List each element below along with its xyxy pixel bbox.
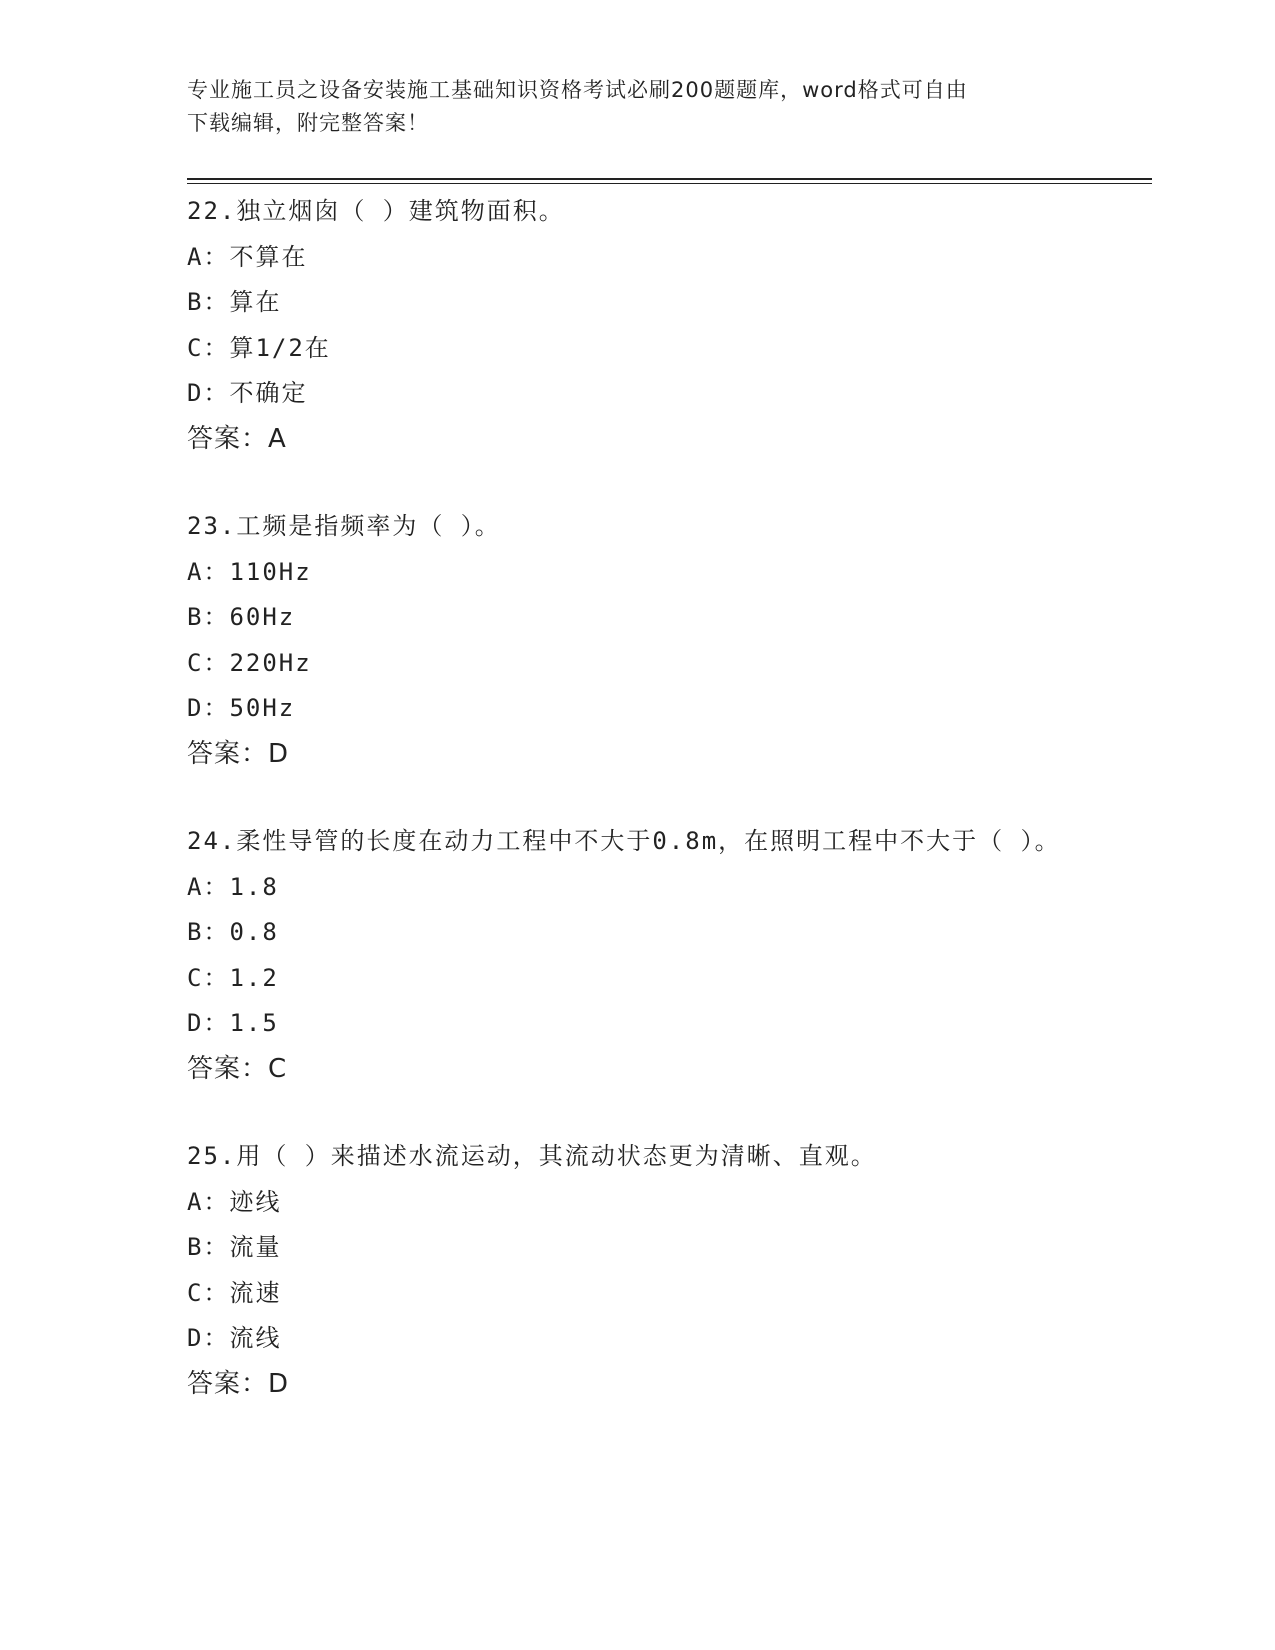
answer: 答案：D (187, 1368, 290, 1399)
answer: 答案：C (187, 1053, 288, 1084)
option-c: C：220Hz (187, 648, 312, 677)
header-rule-thin (187, 183, 1152, 184)
option-a: A：1.8 (187, 872, 279, 901)
option-a: A：110Hz (187, 557, 312, 586)
header-rule-thick (187, 178, 1152, 180)
question-stem: 24.柔性导管的长度在动力工程中不大于0.8m，在照明工程中不大于（ ）。 (187, 827, 1061, 855)
question-stem: 22.独立烟囱（ ）建筑物面积。 (187, 197, 565, 225)
option-a: A：迹线 (187, 1187, 282, 1216)
question-23 (187, 504, 1127, 777)
option-c: C：1.2 (187, 963, 279, 992)
option-c: C：流速 (187, 1278, 282, 1307)
question-list (187, 189, 1127, 1449)
option-a: A：不算在 (187, 242, 308, 271)
option-d: D：1.5 (187, 1009, 279, 1037)
answer: 答案：D (187, 738, 290, 769)
answer: 答案：A (187, 423, 287, 454)
question-stem: 23.工频是指频率为（ ）。 (187, 512, 501, 540)
option-b: B：60Hz (187, 603, 296, 631)
option-b: B：算在 (187, 288, 282, 316)
question-24 (187, 819, 1127, 1092)
question-25 (187, 1134, 1127, 1407)
option-d: D：流线 (187, 1324, 282, 1352)
question-22 (187, 189, 1127, 462)
option-d: D：不确定 (187, 379, 308, 407)
header-title-line1: 专业施工员之设备安装施工基础知识资格考试必刷200题题库，word格式可自由 (187, 78, 968, 102)
header-title-line2: 下载编辑，附完整答案！ (187, 111, 429, 135)
option-d: D：50Hz (187, 694, 296, 722)
document-header (187, 74, 1087, 140)
question-stem: 25.用（ ）来描述水流运动，其流动状态更为清晰、直观。 (187, 1142, 877, 1170)
option-b: B：流量 (187, 1233, 282, 1261)
option-b: B：0.8 (187, 918, 279, 946)
option-c: C：算1/2在 (187, 333, 331, 362)
